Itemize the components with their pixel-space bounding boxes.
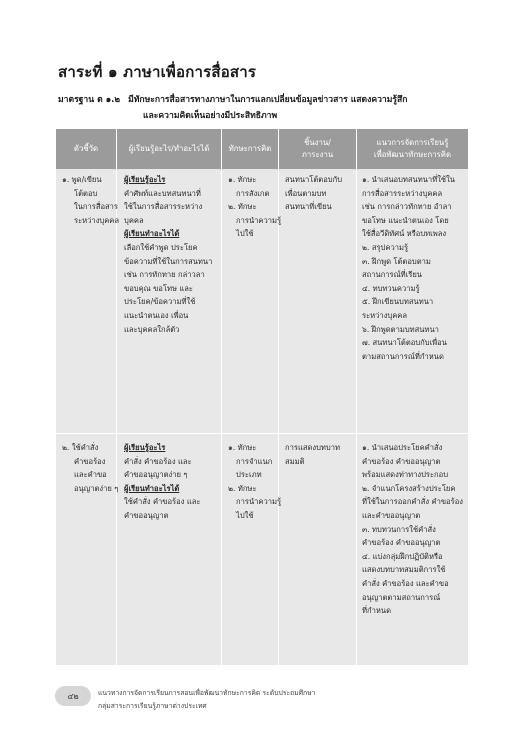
header-label: ผู้เรียนรู้อะไร/ทำอะไรได้ [128,144,210,153]
activity-line: ๓. ทบทวนการใช้คำสั่ง [362,524,436,534]
activity-line: สถานการณ์ที่เรียน [362,270,422,280]
activity-line: ๑. นำเสนอประโยคคำสั่ง [362,443,443,452]
standard-text-1: มีทักษะการสื่อสารทางภาษาในการแลกเปลี่ยนข้อมูลข่าวสาร แสดงความรู้สึก [128,95,408,105]
learn-line: คำขออนุญาต [124,510,169,520]
standard-line-2: และความคิดเห็นอย่างมีประสิทธิภาพ [143,111,278,121]
section-title: สาระที่ ๑ ภาษาเพื่อการสื่อสาร [58,63,257,81]
activity-line: ๒. จำแนกโครงสร้างประโยค [362,483,456,493]
indicator-line: ในการสื่อสาร [74,202,119,212]
task-line: สนทนาที่เขียน [285,202,332,212]
learn-heading: ผู้เรียนรู้อะไร [124,175,166,184]
activity-line: ๔. แบ่งกลุ่มฝึกปฏิบัติหรือ [362,551,443,561]
learn-line: แนะนำตนเอง เพื่อน [124,310,189,320]
learn-line: ข้อความที่ใช้ในการสนทนา [124,256,213,266]
header-activities [357,129,468,169]
activity-line: คำขอร้อง คำขออนุญาต [362,456,441,466]
learn-line: คำขออนุญาตง่าย ๆ [124,470,188,480]
skill-line: การนำความรู้ [236,215,282,225]
activity-line: ๓. ฝึกพูด โต้ตอบตาม [362,256,431,266]
activity-line: ๖. ฝึกพูดตามบทสนทนา [362,324,439,334]
indicator-line: ๒. ใช้คำสั่ง [62,443,99,452]
task-line: สนทนาโต้ตอบกับ [285,175,343,184]
skill-line: ๑. ทักษะ [228,443,257,452]
activity-line: เช่น การกล่าวทักทาย อำลา [362,202,452,212]
activity-line: การสื่อสารระหว่างบุคคล [362,188,443,198]
header-indicator [56,129,116,169]
skill-line: ไปใช้ [236,229,254,239]
learn-line: และบุคคลใกล้ตัว [124,324,180,334]
row2-tasks [285,441,340,468]
activity-line: ๒. สรุปความรู้ [362,242,409,252]
task-line: สมมติ [285,456,305,466]
standard-line-1 [58,92,407,106]
header-learn [117,129,221,169]
indicator-line: คำขอร้อง [74,456,106,466]
header-label: แนวการจัดการเรียนรู้ [376,138,449,147]
footer-line-2: กลุ่มสาระการเรียนรู้ภาษาต่างประเทศ [98,702,207,710]
activity-line: ขอโทษ แนะนำตนเอง โดย [362,215,449,225]
header-label: ชิ้นงาน/ [304,138,331,147]
activity-line: ๑. นำเสนอบทสนทนาที่ใช้ใน [362,175,455,184]
header-label: ตัวชี้วัด [73,144,99,153]
learn-line: ใช้ในการสื่อสารระหว่าง [124,202,203,212]
activity-line: ระหว่างบุคคล [362,310,408,320]
row2-indicator [62,441,118,495]
header-tasks [279,129,356,169]
activity-line: ตามสถานการณ์ที่กำหนด [362,351,444,361]
activity-line: แสดงบทบาทสมมติการใช้ [362,565,446,575]
indicator-line: ระหว่างบุคคล [74,215,120,225]
skill-line: ๒. ทักษะ [228,483,257,493]
task-line: เพื่อนตามบท [285,188,327,198]
skill-line: การนำความรู้ [236,497,282,507]
indicator-line: และคำขอ [74,470,107,480]
activity-line: ที่กำหนด [362,606,391,616]
task-line: การแสดงบทบาท [285,443,341,452]
learn-line: ขอบคุณ ขอโทษ และ [124,283,193,293]
activity-line: ๕. ฝึกเขียนบทสนทนา [362,297,434,307]
column-divider [356,129,357,665]
activity-line: และคำขออนุญาต [362,510,421,520]
activity-line: อนุญาตตามสถานการณ์ [362,592,441,602]
curriculum-table [56,129,468,665]
learn-line: ใช้คำสั่ง คำขอร้อง และ [124,497,201,507]
activity-line: พร้อมแสดงท่าทางประกอบ [362,470,449,480]
learn-line: คำสั่ง คำขอร้อง และ [124,456,192,466]
header-label: ภาระงาน [301,150,334,159]
column-divider [221,129,222,665]
header-skills [222,129,278,169]
skill-line: ๒. ทักษะ [228,202,257,212]
learn-heading: ผู้เรียนทำอะไรได้ [124,483,180,493]
indicator-line: โต้ตอบ [74,188,98,198]
learn-line: ประโยค/ข้อความที่ใช้ [124,297,196,307]
activity-line: ๔. ทบทวนความรู้ [362,283,420,293]
skill-line: การจำแนก [236,456,273,466]
row2-activities [362,441,463,618]
learn-line: เช่น การทักทาย กล่าวลา [124,270,205,280]
header-label: เพื่อพัฒนาทักษะการคิด [373,150,452,159]
row1-activities [362,173,455,363]
skill-line: ประเภท [236,470,262,480]
row2-learn [124,441,200,523]
indicator-line: ๑. พูด/เขียน [62,175,102,184]
row1-tasks [285,173,342,214]
page-number: ๔๒ [55,686,91,706]
standard-label: มาตรฐาน ต ๑.๒ [58,95,121,105]
activity-line: ที่ใช้ในการออกคำสั่ง คำขอร้อง [362,497,463,507]
learn-line: เลือกใช้คำพูด ประโยค [124,242,198,252]
row-divider [56,433,468,434]
activity-line: ใช้สื่อวีดิทัศน์ หรือบทเพลง [362,229,447,239]
learn-line: คำศัพท์และบทสนทนาที่ [124,188,201,198]
row1-indicator [62,173,119,227]
indicator-line: อนุญาตง่าย ๆ [74,483,119,493]
skill-line: การสังเกต [236,188,270,198]
learn-line: บุคคล [124,215,144,225]
footer-line-1: แนวทางการจัดการเรียนการสอนเพื่อพัฒนาทักษะการคิด ระดับประถมศึกษา [98,689,316,697]
skill-line: ๑. ทักษะ [228,175,257,184]
learn-heading: ผู้เรียนรู้อะไร [124,443,166,452]
learn-heading: ผู้เรียนทำอะไรได้ [124,229,180,239]
row1-skills [228,173,281,241]
activity-line: คำขอร้อง คำขออนุญาต [362,538,441,548]
activity-line: ๗. สนทนาโต้ตอบกับเพื่อน [362,338,447,348]
row2-skills [228,441,281,523]
skill-line: ไปใช้ [236,510,254,520]
header-label: ทักษะการคิด [228,144,272,153]
row1-learn [124,173,212,336]
activity-line: คำสั่ง คำขอร้อง และคำขอ [362,578,449,588]
